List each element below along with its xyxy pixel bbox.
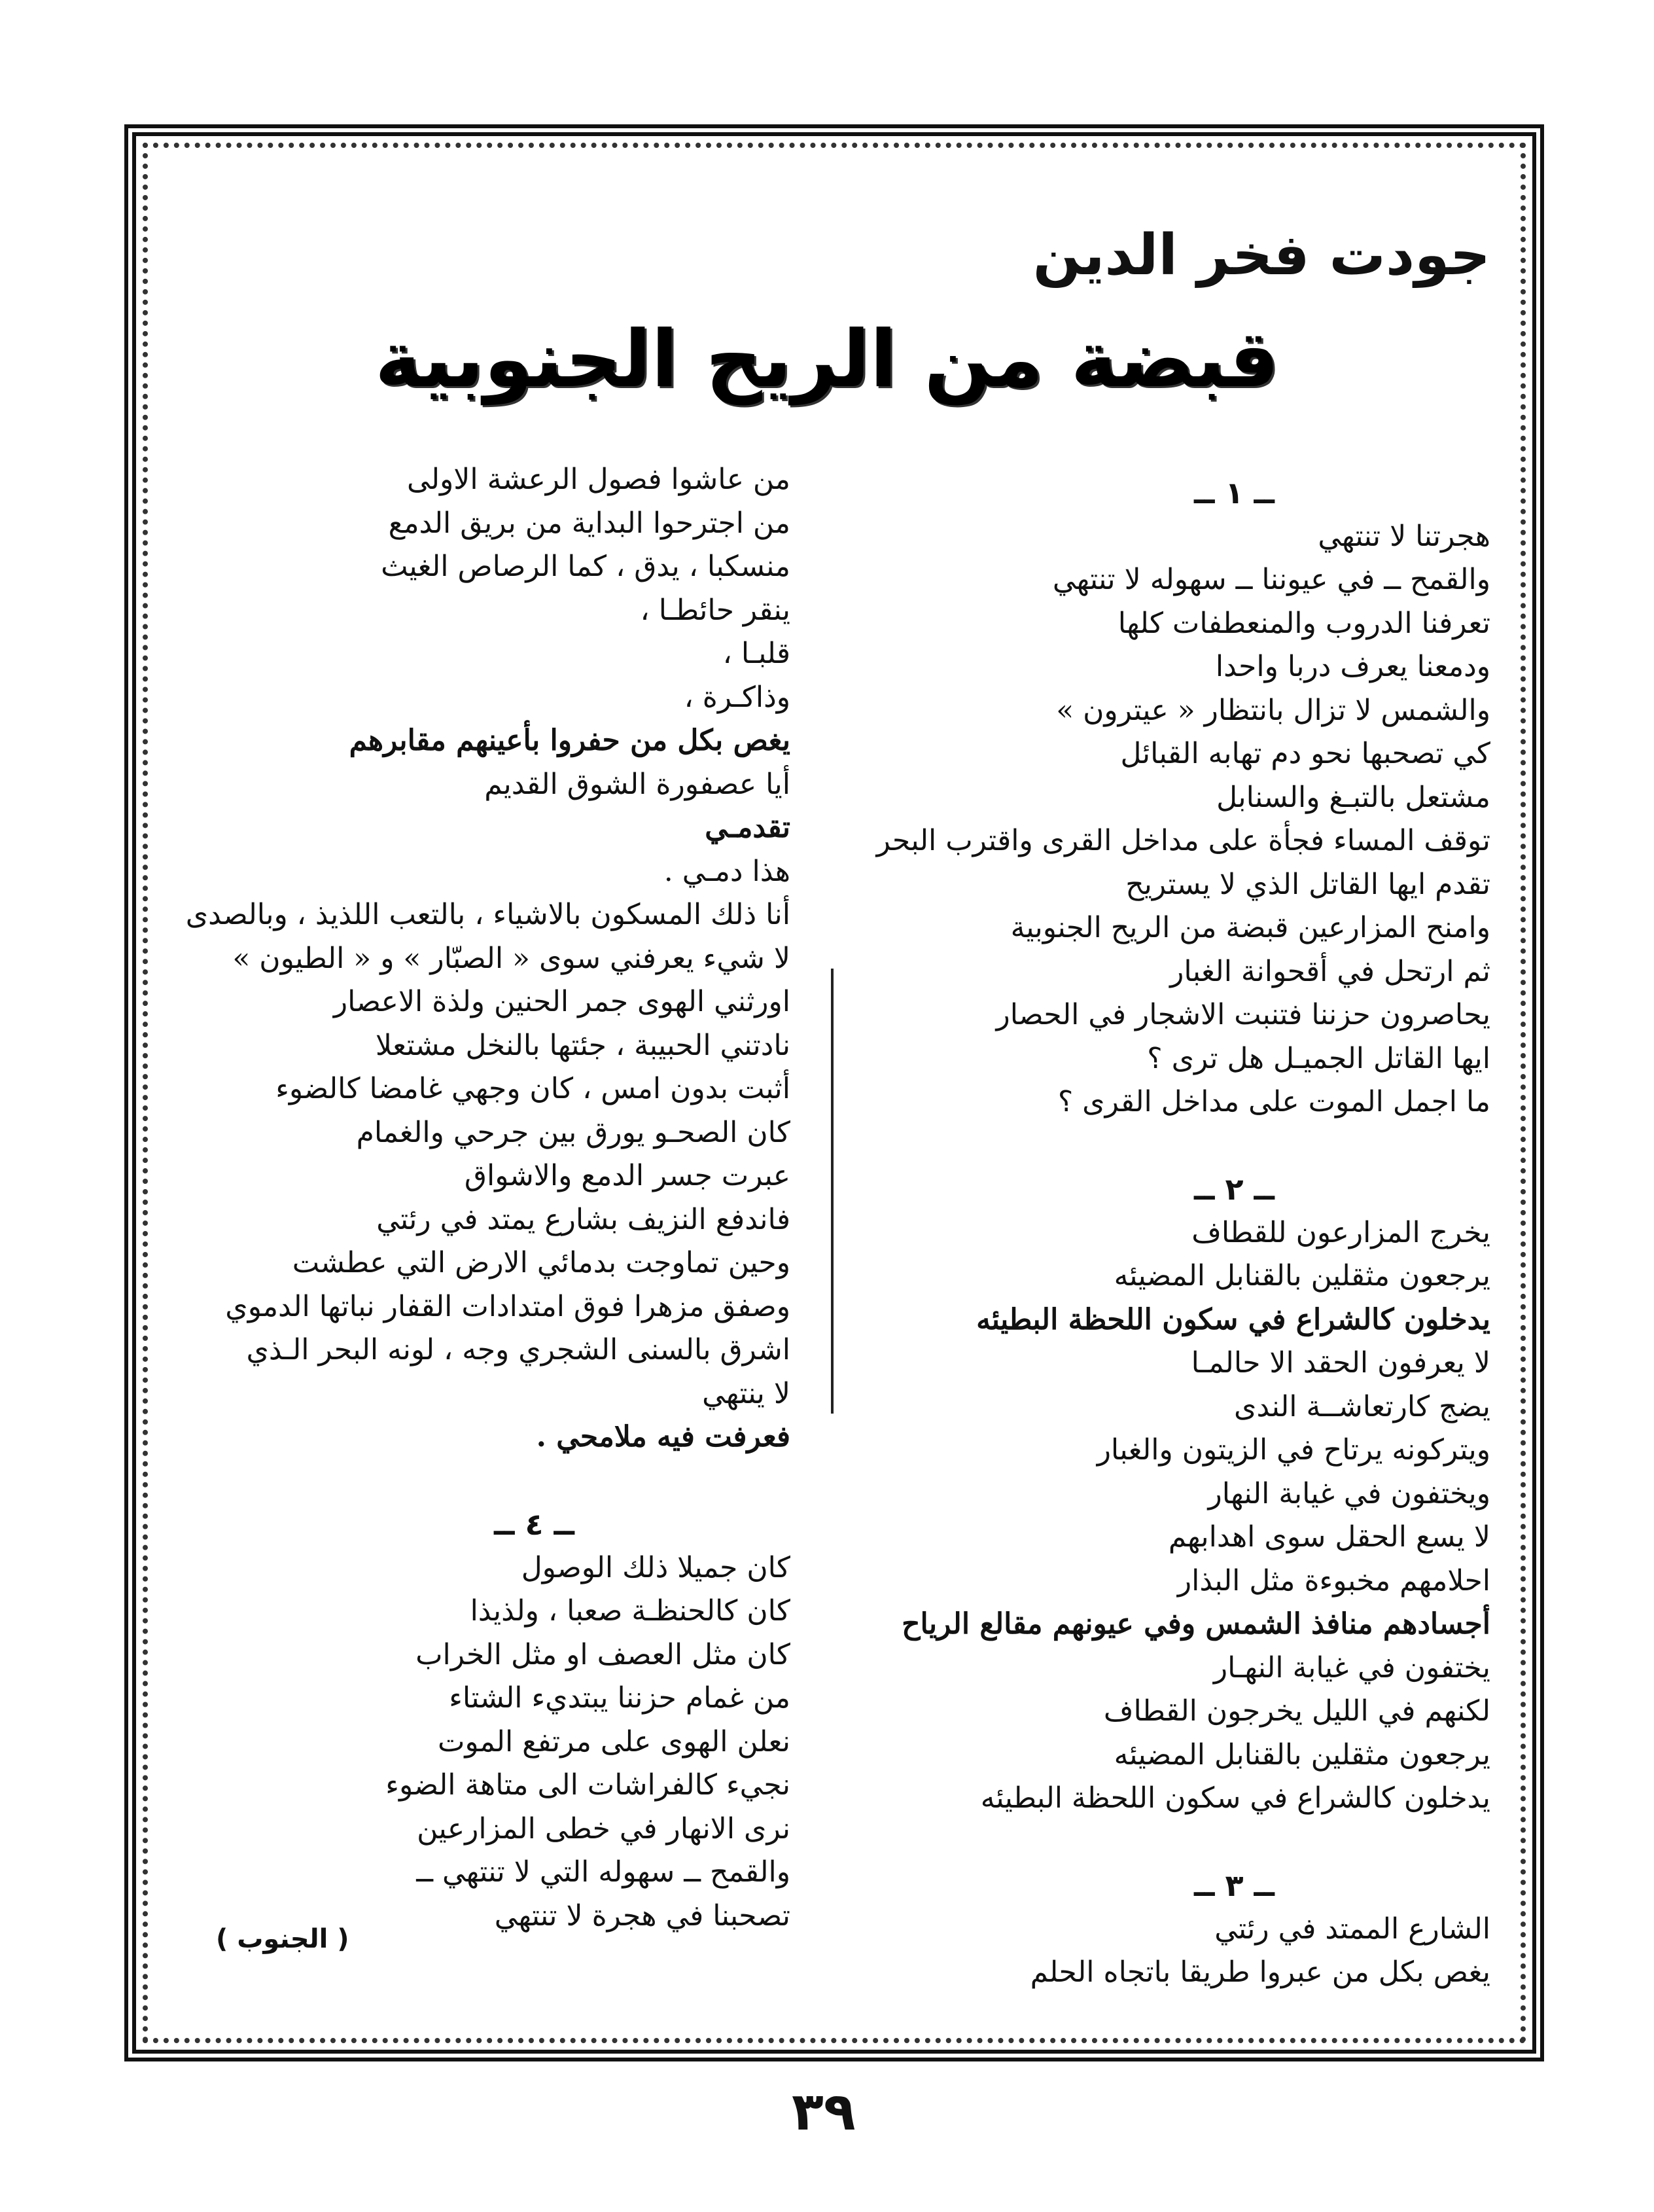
poem-line: تعرفنا الدروب والمنعطفات كلها <box>1117 606 1490 640</box>
poem-line: نرى الانهار في خطى المزارعين <box>417 1811 790 1846</box>
poem-line: أيا عصفورة الشوق القديم <box>484 767 790 801</box>
poem-line: وحين تماوجت بدمائي الارض التي عطشت <box>292 1246 790 1279</box>
section-number: ــ ٣ ــ <box>1193 1868 1275 1903</box>
poem-line: هجرتنا لا تنتهي <box>1318 519 1490 553</box>
poem-line: كي تصحبها نحو دم تهابه القبائل <box>1120 737 1490 770</box>
section-number: ــ ٢ ــ <box>1193 1171 1275 1207</box>
author-name: جودت فخر الدين <box>1032 223 1490 288</box>
poem-line: يدخلون كالشراع في سكون اللحظة البطيئه <box>976 1302 1490 1336</box>
source-credit: ( الجنوب ) <box>216 1924 349 1954</box>
poem-line: يختفون في غيابة النهـار <box>1213 1650 1490 1685</box>
poem-line: اورثني الهوى جمر الحنين ولذة الاعصار <box>333 985 790 1018</box>
page-number: ٣٩ <box>792 2081 856 2142</box>
poem-line: ما اجمل الموت على مداخل القرى ؟ <box>1057 1085 1490 1118</box>
poem-line: ايها القاتل الجميـل هل ترى ؟ <box>1147 1041 1490 1075</box>
poem-line: فاندفع النزيف بشارع يمتد في رئتي <box>376 1202 790 1236</box>
poem-line: ويختفون في غيابة النهار <box>1208 1476 1490 1510</box>
poem-line: من عاشوا فصول الرعشة الاولى <box>406 463 790 496</box>
poem-line: يرجعون مثقلين بالقنابل المضيئه <box>1114 1259 1490 1293</box>
poem-line: توقف المساء فجأة على مداخل القرى واقترب البحر <box>876 824 1490 857</box>
poem-line: كان مثل العصف او مثل الخراب <box>415 1637 790 1671</box>
poem-line: لا يسع الحقل سوى اهدابهم <box>1168 1520 1490 1554</box>
poem-line: كان جميلا ذلك الوصول <box>521 1550 790 1584</box>
poem-line: وصفق مزهرا فوق امتدادات القفار نباتها الدموي <box>225 1289 790 1323</box>
poem-line: نادتني الحبيبة ، جئتها بالنخل مشتعلا <box>375 1028 790 1062</box>
poem-title: قبضة من الريح الجنوبية <box>374 314 1280 405</box>
poem-line: يخرج المزارعون للقطاف <box>1191 1215 1490 1249</box>
poem-line: نجيء كالفراشات الى متاهة الضوء <box>385 1768 790 1802</box>
poem-line: تصحبنا في هجرة لا تنتهي <box>494 1899 790 1933</box>
poem-line: الشارع الممتد في رئتي <box>1214 1912 1490 1946</box>
poem-line: هذا دمـي . <box>663 854 790 888</box>
poem-line: لا يعرفون الحقد الا حالمـا <box>1191 1346 1490 1380</box>
poem-line: تقدم ايها القاتل الذي لا يستريح <box>1125 867 1490 901</box>
poem-line: كان الصحـو يورق بين جرحي والغمام <box>356 1115 790 1149</box>
poem-line: اشرق بالسنى الشجري وجه ، لونه البحر الـذي <box>246 1333 790 1366</box>
poem-line: ينقر حائطـا ، <box>640 593 790 627</box>
poem-line: لكنهم في الليل يخرجون القطاف <box>1103 1694 1490 1728</box>
poem-line: وامنح المزارعين قبضة من الريح الجنوبية <box>1010 911 1490 944</box>
poem-line: والقمح ــ سهوله التي لا تنتهي ــ <box>416 1855 790 1889</box>
poem-line: من اجترحوا البداية من بريق الدمع <box>388 506 790 540</box>
poem-line: والقمح ــ في عيوننا ــ سهوله لا تنتهي <box>1052 563 1490 596</box>
poem-line: لا شيء يعرفني سوى « الصبّار » و « الطيون » <box>232 941 790 975</box>
poem-line: لا ينتهي <box>702 1376 790 1410</box>
poem-line: فعرفت فيه ملامحي . <box>536 1420 790 1454</box>
poem-line: مشتعل بالتبـغ والسنابل <box>1216 780 1490 814</box>
poem-line: كان كالحنظـة صعبا ، ولذيذا <box>470 1594 790 1628</box>
poem-line: والشمس لا تزال بانتظار « عيترون » <box>1056 693 1490 727</box>
poem-line: يحاصرون حزننا فتنبت الاشجار في الحصار <box>996 998 1490 1031</box>
left-column <box>116 458 790 1938</box>
poem-line: أجسادهم منافذ الشمس وفي عيونهم مقالع الرياح <box>902 1607 1490 1641</box>
poem-line: وذاكـرة ، <box>684 680 790 714</box>
poem-line: تقدمـي <box>705 811 790 844</box>
poem-line: قلبـا ، <box>722 637 790 670</box>
poem-line: عبرت جسر الدمع والاشواق <box>464 1159 790 1192</box>
poem-line: نعلن الهوى على مرتفع الموت <box>437 1724 790 1758</box>
section-number: ــ ١ ــ <box>1193 475 1275 510</box>
poem-line: احلامهم مخبوءة مثل البذار <box>1177 1563 1490 1597</box>
poem-line: يغص بكل من حفروا بأعينهم مقابرهم <box>349 724 790 757</box>
poem-line: يضج كارتعاشــة الندى <box>1234 1389 1490 1423</box>
poem-line: يرجعون مثقلين بالقنابل المضيئه <box>1114 1738 1490 1772</box>
column-divider <box>831 969 834 1414</box>
poem-line: منسكبا ، يدق ، كما الرصاص الغيث <box>381 550 790 583</box>
poem-line: ثم ارتحل في أقحوانة الغبار <box>1170 954 1490 988</box>
section-number: ــ ٤ ــ <box>493 1507 574 1542</box>
poem-line: ويتركونه يرتاح في الزيتون والغبار <box>1097 1433 1490 1467</box>
poem-line: يدخلون كالشراع في سكون اللحظة البطيئه <box>980 1781 1490 1815</box>
right-column <box>823 471 1490 1995</box>
poem-line: ودمعنا يعرف دربا واحدا <box>1215 650 1490 683</box>
poem-line: يغص بكل من عبروا طريقا باتجاه الحلم <box>1030 1955 1490 1989</box>
poem-line: من غمام حزننا يبتديء الشتاء <box>449 1681 790 1715</box>
poem-line: أنا ذلك المسكون بالاشياء ، بالتعب اللذيذ ، وبالصدى <box>185 898 790 931</box>
poem-line: أثبت بدون امس ، كان وجهي غامضا كالضوء <box>275 1072 790 1105</box>
